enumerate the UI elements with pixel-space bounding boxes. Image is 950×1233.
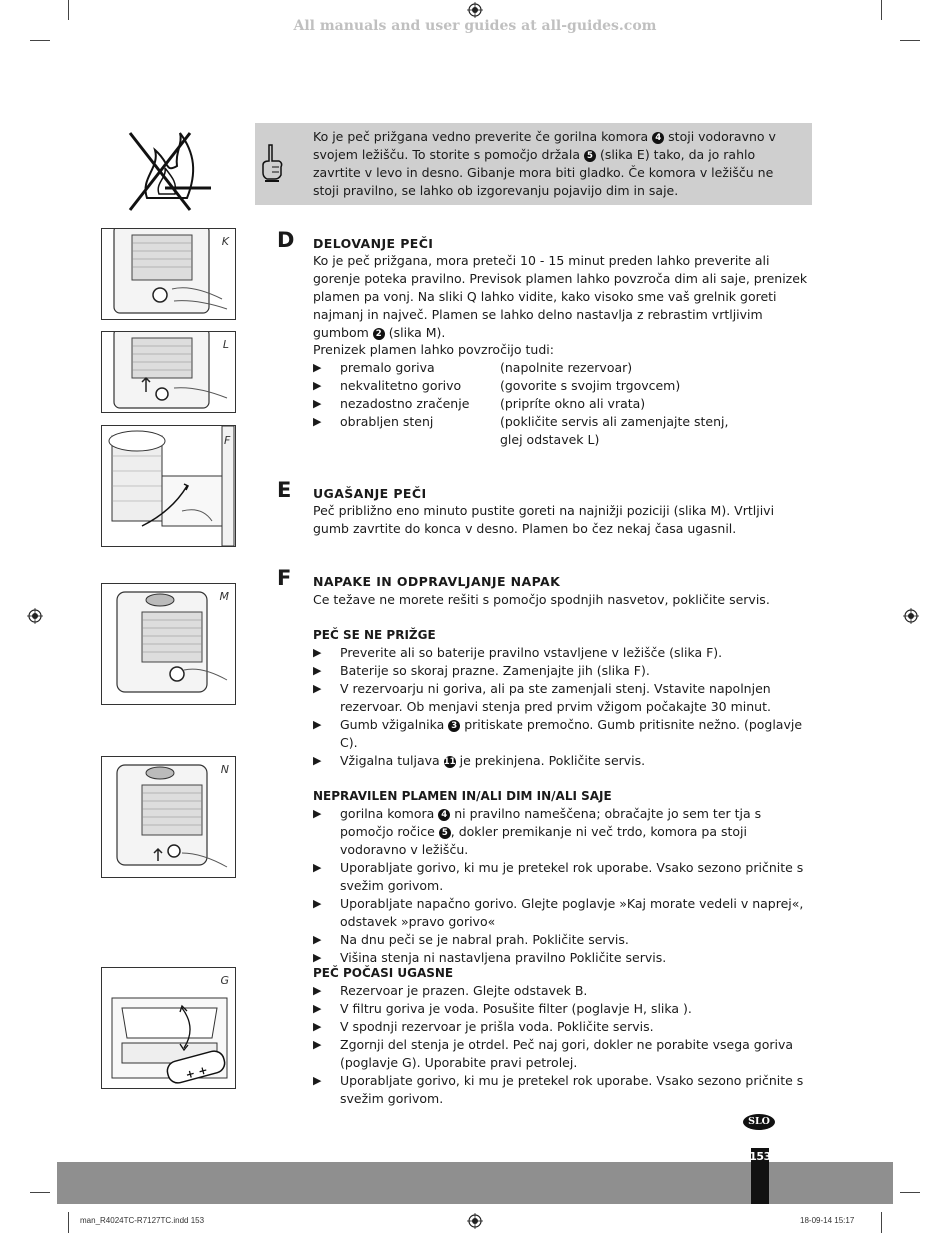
list-item: ▶ Rezervoar je prazen. Glejte odstavek B. xyxy=(313,983,588,998)
bullet-arrow-icon: ▶ xyxy=(313,1038,322,1051)
subsection-title: NEPRAVILEN PLAMEN IN/ALI DIM IN/ALI SAJE xyxy=(313,789,612,803)
list-item: ▶ Uporabljate gorivo, ki mu je pretekel rok uporabe. Vsako sezono pričnite s svežim gorivom. xyxy=(313,860,804,893)
list-item: ▶ V spodnji rezervoar je prišla voda. Pokličite servis. xyxy=(313,1019,654,1034)
number-badge: 11 xyxy=(443,757,456,767)
number-badge: 2 xyxy=(373,328,385,340)
crop-mark xyxy=(30,40,50,41)
registration-mark-icon xyxy=(27,608,43,624)
list-item: ▶ Zgornji del stenja je otrdel. Peč naj gori, dokler ne porabite vsega goriva (poglavje G). Uporabite pravi petrolej. xyxy=(313,1037,794,1070)
bullet-arrow-icon: ▶ xyxy=(313,1074,322,1087)
crop-mark xyxy=(900,40,920,41)
language-badge: SLO xyxy=(743,1114,775,1130)
bullet-list xyxy=(313,644,813,770)
section-letter: D xyxy=(277,228,295,252)
bullet-arrow-icon: ▶ xyxy=(313,984,322,997)
section-paragraph: Ce težave ne morete rešiti s pomočjo spodnjih nasvetov, pokličite servis. xyxy=(313,592,770,607)
crop-mark xyxy=(881,0,882,20)
bullet-list xyxy=(313,805,813,967)
registration-mark-icon xyxy=(903,608,919,624)
bullet-arrow-icon: ▶ xyxy=(313,664,322,677)
list-item: ▶ gorilna komora 4 ni pravilno nameščena; obračajte jo sem ter tja s pomočjo ročice 5 , dokler premikanje ni več trdo, komora pa stoji vodoravno v ležišču. xyxy=(313,806,762,857)
figure-g xyxy=(101,967,236,1089)
bullet-arrow-icon: ▶ xyxy=(313,1002,322,1015)
number-badge: 3 xyxy=(448,720,460,732)
list-item: ▶ Na dnu peči se je nabral prah. Pokličite servis. xyxy=(313,932,629,947)
registration-mark-icon xyxy=(467,1213,483,1229)
list-item: ▶ nezadostno zračenje (pripríte okno ali vrata) xyxy=(313,396,646,411)
caution-note xyxy=(255,123,812,205)
figure-label: K xyxy=(221,235,229,248)
bullet-arrow-icon: ▶ xyxy=(313,379,322,392)
figure-f xyxy=(101,425,236,547)
bullet-arrow-icon: ▶ xyxy=(313,807,322,820)
list-item: ▶ V filtru goriva je voda. Posušite filter (poglavje H, slika ). xyxy=(313,1001,692,1016)
note-text: Ko je peč prižgana vedno preverite če gorilna komora 4 stoji vodoravno v svojem ležišču. To storite s pomočjo držala 5 (slika E) tako, da jo rahlo zavrtite v levo in desno. Gibanje mora biti gladko. Če komora v ležišču ne stoji pravilno, se lahko ob izgorevanju pojavijo dim in saje. xyxy=(313,129,776,198)
figure-label: G xyxy=(220,974,229,987)
heater-illustration xyxy=(102,229,235,319)
page-number: 153 xyxy=(749,1150,771,1163)
section-letter: E xyxy=(277,478,292,502)
bullet-arrow-icon: ▶ xyxy=(313,415,322,428)
subsection-title: PEČ POČASI UGASNE xyxy=(313,966,454,980)
battery-insertion-illustration xyxy=(102,968,235,1088)
section-title: NAPAKE IN ODPRAVLJANJE NAPAK xyxy=(313,574,561,589)
bullet-arrow-icon: ▶ xyxy=(313,754,322,767)
figure-label: L xyxy=(222,338,229,351)
section-paragraph: Ko je peč prižgana, mora preteči 10 - 15 minut preden lahko preverite ali gorenje poteka pravilno. Previsok plamen lahko povzroča dim ali saje, prenizek plamen pa vonj. Na sliki Q lahko vidite, kako visoko sme vaš grelnik goreti najmanj in največ. Plamen se lahko delno nastavlja z rebrastim vrtljivim gumbom 2 (slika M). xyxy=(313,253,808,340)
print-date: 18-09-14 15:17 xyxy=(800,1216,855,1225)
figure-m xyxy=(101,583,236,705)
registration-mark-icon xyxy=(467,2,483,18)
list-item: ▶ Uporabljate gorivo, ki mu je pretekel rok uporabe. Vsako sezono pričnite s svežim gorivom. xyxy=(313,1073,804,1106)
causes-intro: Prenizek plamen lahko povzročijo tudi: xyxy=(313,342,554,357)
section-title: DELOVANJE PEČI xyxy=(313,236,434,251)
figure-l xyxy=(101,331,236,413)
bullet-list xyxy=(313,982,813,1108)
figure-label: N xyxy=(220,763,229,776)
bullet-arrow-icon: ▶ xyxy=(313,718,322,731)
svg-text:+ +: + + xyxy=(184,1063,210,1082)
bullet-arrow-icon: ▶ xyxy=(313,951,322,964)
list-item: ▶ nekvalitetno gorivo (govorite s svojim trgovcem) xyxy=(313,378,681,393)
causes-list xyxy=(313,359,813,449)
list-item: ▶ Preverite ali so baterije pravilno vstavljene v ležišče (slika F). xyxy=(313,645,723,660)
list-item: ▶ Uporabljate napačno gorivo. Glejte poglavje »Kaj morate vedeli v naprej«, odstavek »pravo gorivo« xyxy=(313,896,804,929)
watermark: All manuals and user guides at all-guides.com xyxy=(293,18,657,34)
section-paragraph: Peč približno eno minuto pustite goreti na najnižji poziciji (slika M). Vrtljivi gumb zavrtite do konca v desno. Plamen bo čez nekaj časa ugasnil. xyxy=(313,503,775,536)
figure-k xyxy=(101,228,236,320)
list-item: ▶ premalo goriva (napolnite rezervoar) xyxy=(313,360,633,375)
section-title: UGAŠANJE PEČI xyxy=(313,486,427,501)
heater-illustration xyxy=(102,332,235,412)
list-item: ▶ obrabljen stenj (pokličite servis ali zamenjajte stenj, xyxy=(313,414,729,429)
bullet-arrow-icon: ▶ xyxy=(313,361,322,374)
figure-label: F xyxy=(224,434,231,447)
crop-mark xyxy=(900,1192,920,1193)
figure-n xyxy=(101,756,236,878)
list-item: ▶ Baterije so skoraj prazne. Zamenjajte jih (slika F). xyxy=(313,663,650,678)
bullet-arrow-icon: ▶ xyxy=(313,397,322,410)
file-name: man_R4024TC-R7127TC.indd 153 xyxy=(80,1216,205,1225)
bullet-arrow-icon: ▶ xyxy=(313,682,322,695)
bullet-arrow-icon: ▶ xyxy=(313,1020,322,1033)
crop-mark xyxy=(881,1212,882,1233)
crop-mark xyxy=(30,1192,50,1193)
number-badge: 5 xyxy=(439,827,451,839)
bullet-arrow-icon: ▶ xyxy=(313,897,322,910)
list-item: ▶ Višina stenja ni nastavljena pravilno Pokličite servis. xyxy=(313,950,667,965)
pointing-hand-icon xyxy=(259,143,285,185)
list-item: ▶ Vžigalna tuljava 11 je prekinjena. Pokličite servis. xyxy=(313,753,646,768)
figure-label: M xyxy=(219,590,229,603)
bullet-arrow-icon: ▶ xyxy=(313,933,322,946)
heater-illustration xyxy=(102,584,235,704)
subsection-title: PEČ SE NE PRIŽGE xyxy=(313,628,436,642)
heater-illustration xyxy=(102,757,235,877)
number-badge: 4 xyxy=(652,132,664,144)
bullet-arrow-icon: ▶ xyxy=(313,861,322,874)
crop-mark xyxy=(68,1212,69,1233)
list-item: ▶ Gumb vžigalnika 3 pritiskate premočno. Gumb pritisnite nežno. (poglavje C). xyxy=(313,717,803,750)
bullet-arrow-icon: ▶ xyxy=(313,646,322,659)
list-item: ▶ V rezervoarju ni goriva, ali pa ste zamenjali stenj. Vstavite napolnjen rezervoar. Ob menjavi stenja pred prvim vžigom počakajte 30 minut. xyxy=(313,681,771,714)
number-badge: 4 xyxy=(438,809,450,821)
crop-mark xyxy=(68,0,69,20)
section-letter: F xyxy=(277,566,292,590)
no-open-flame-icon xyxy=(125,128,215,214)
list-item: glej odstavek L) xyxy=(500,432,600,447)
battery-compartment-illustration xyxy=(102,426,235,546)
number-badge: 5 xyxy=(584,150,596,162)
